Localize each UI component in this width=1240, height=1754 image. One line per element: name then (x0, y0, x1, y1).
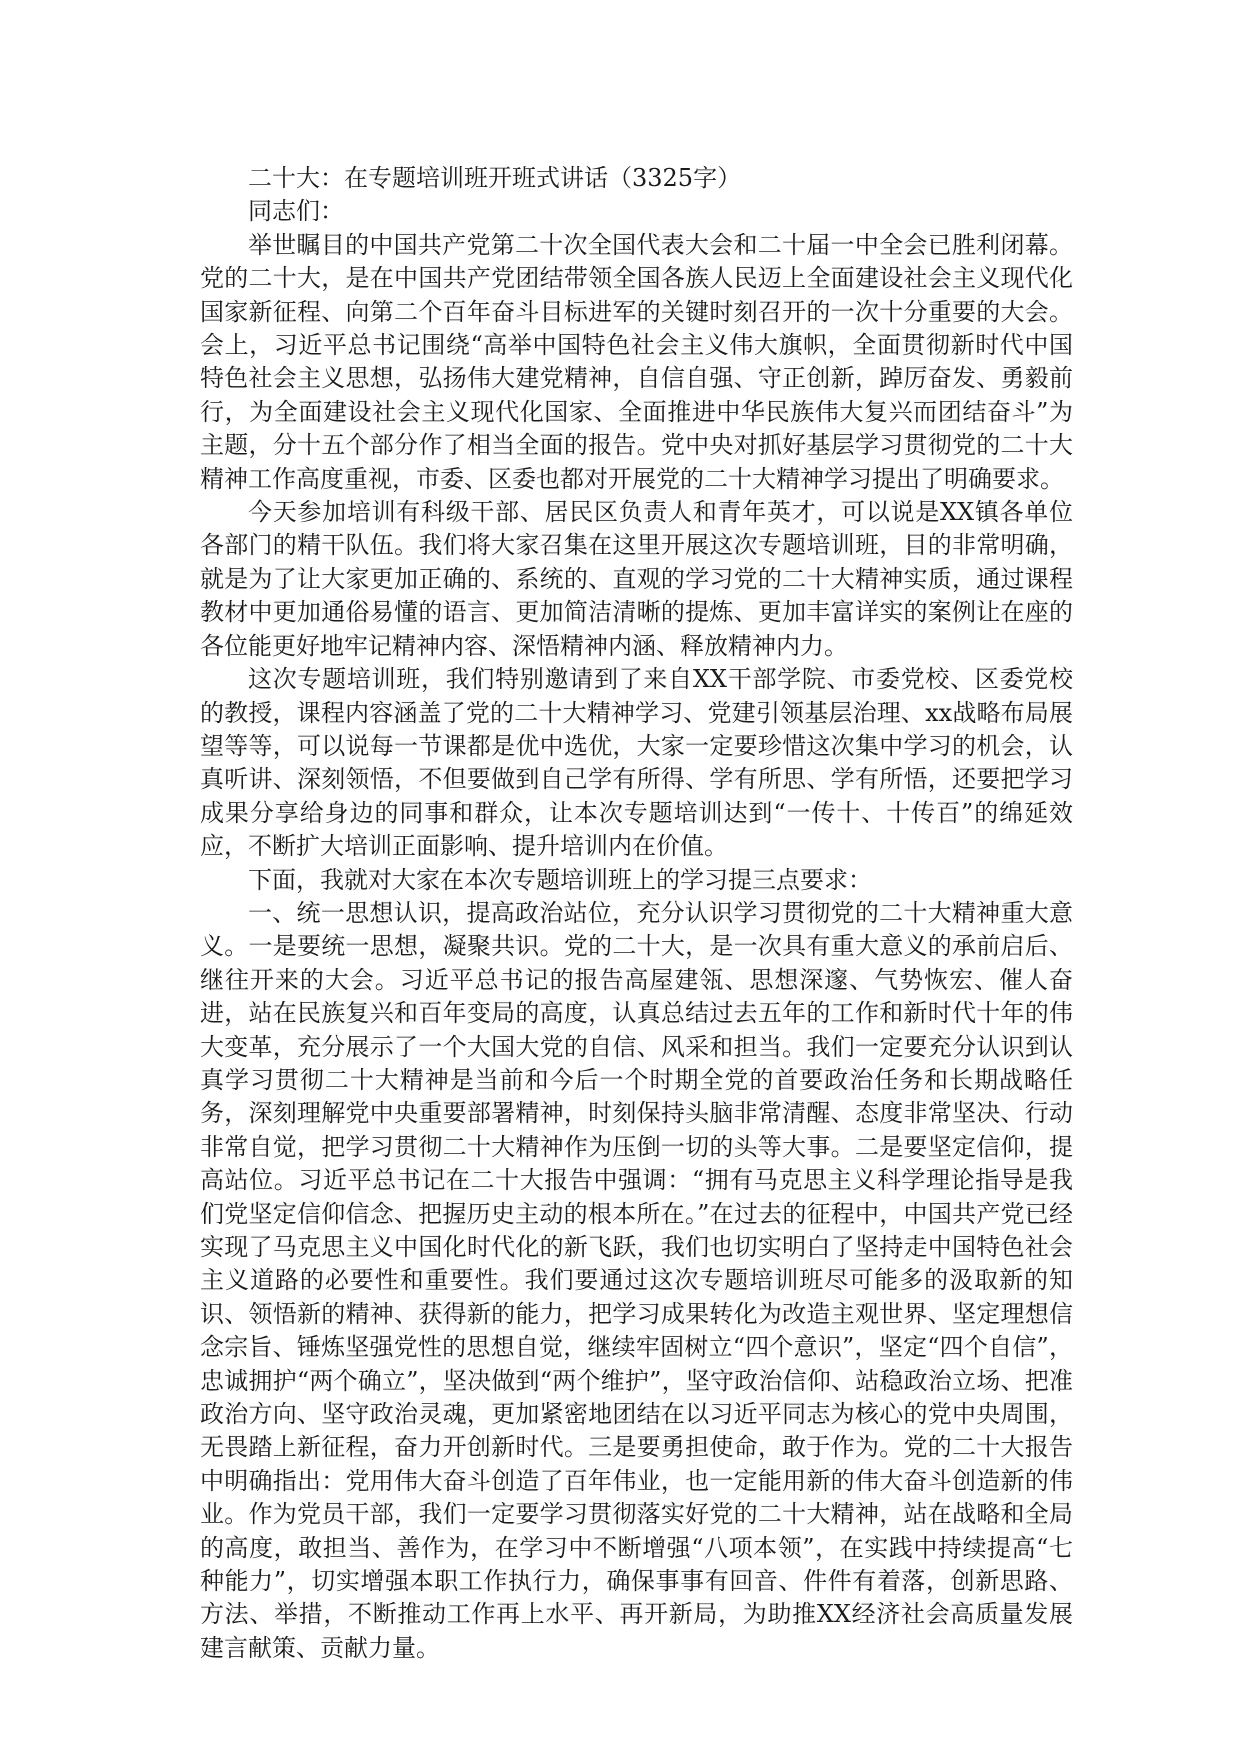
paragraph: 下面，我就对大家在本次专题培训班上的学习提三点要求： (248, 865, 872, 894)
paragraph: 一、统一思想认识，提高政治站位，充分认识学习贯彻党的二十大精神重大意义。一是要统一思想，凝聚共识。党的二十大，是一次具有重大意义的承前启后、继往开来的大会。习近平总书记的报告高屋建瓴、思想深邃、气势恢宏、催人奋进，站在民族复兴和百年变局的高度，认真总结过去五年的工作和新时代十年的伟大变革，充分展示了一个大国大党的自信、风采和担当。我们一定要充分认识到认真学习贯彻二十大精神是当前和今后一个时期全党的首要政治任务和长期战略任务，深刻理解党中央重要部署精神，时刻保持头脑非常清醒、态度非常坚决、行动非常自觉，把学习贯彻二十大精神作为压倒一切的头等大事。二是要坚定信仰，提高站位。习近平总书记在二十大报告中强调：“拥有马克思主义科学理论指导是我们党坚定信仰信念、把握历史主动的根本所在。”在过去的征程中，中国共产党已经实现了马克思主义中国化时代化的新飞跃，我们也切实明白了坚持走中国特色社会主义道路的必要性和重要性。我们要通过这次专题培训班尽可能多的汲取新的知识、领悟新的精神、获得新的能力，把学习成果转化为改造主观世界、坚定理想信念宗旨、锤炼坚强党性的思想自觉，继续牢固树立“四个意识”，坚定“四个自信”，忠诚拥护“两个确立”，坚决做到“两个维护”，坚守政治信仰、站稳政治立场、把准政治方向、坚守政治灵魂，更加紧密地团结在以习近平同志为核心的党中央周围，无畏踏上新征程，奋力开创新时代。三是要勇担使命，敢于作为。党的二十大报告中明确指出：党用伟大奋斗创造了百年伟业，也一定能用新的伟大奋斗创造新的伟业。作为党员干部，我们一定要学习贯彻落实好党的二十大精神，站在战略和全局的高度，敢担当、善作为，在学习中不断增强“八项本领”，在实践中持续提高“七种能力”，切实增强本职工作执行力，确保事事有回音、件件有着落，创新思路、方法、举措，不断推动工作再上水平、再开新局，为助推XX经济社会高质量发展建言献策、贡献力量。 (200, 898, 1073, 1662)
paragraph: 这次专题培训班，我们特别邀请到了来自XX干部学院、市委党校、区委党校的教授，课程内容涵盖了党的二十大精神学习、党建引领基层治理、xx战略布局展望等等，可以说每一节课都是优中选优，大家一定要珍惜这次集中学习的机会，认真听讲、深刻领悟，不但要做到自己学有所得、学有所思、学有所悟，还要把学习成果分享给身边的同事和群众，让本次专题培训达到“一传十、十传百”的绵延效应，不断扩大培训正面影响、提升培训内在价值。 (200, 665, 1073, 861)
document-title: 二十大：在专题培训班开班式讲话（3325字） (248, 164, 742, 192)
salutation: 同志们： (248, 197, 344, 226)
paragraph: 举世瞩目的中国共产党第二十次全国代表大会和二十届一中全会已胜利闭幕。党的二十大，是在中国共产党团结带领全国各族人民迈上全面建设社会主义现代化国家新征程、向第二个百年奋斗目标进军的关键时刻召开的一次十分重要的大会。会上，习近平总书记围绕“高举中国特色社会主义伟大旗帜，全面贯彻新时代中国特色社会主义思想，弘扬伟大建党精神，自信自强、守正创新，踔厉奋发、勇毅前行，为全面建设社会主义现代化国家、全面推进中华民族伟大复兴而团结奋斗”为主题，分十五个部分作了相当全面的报告。党中央对抓好基层学习贯彻党的二十大精神工作高度重视，市委、区委也都对开展党的二十大精神学习提出了明确要求。 (200, 230, 1073, 493)
paragraph: 今天参加培训有科级干部、居民区负责人和青年英才，可以说是XX镇各单位各部门的精干队伍。我们将大家召集在这里开展这次专题培训班，目的非常明确，就是为了让大家更加正确的、系统的、直观的学习党的二十大精神实质，通过课程教材中更加通俗易懂的语言、更加简洁清晰的提炼、更加丰富详实的案例让在座的各位能更好地牢记精神内容、深悟精神内涵、释放精神内力。 (200, 498, 1073, 660)
document-page (200, 162, 1073, 1665)
